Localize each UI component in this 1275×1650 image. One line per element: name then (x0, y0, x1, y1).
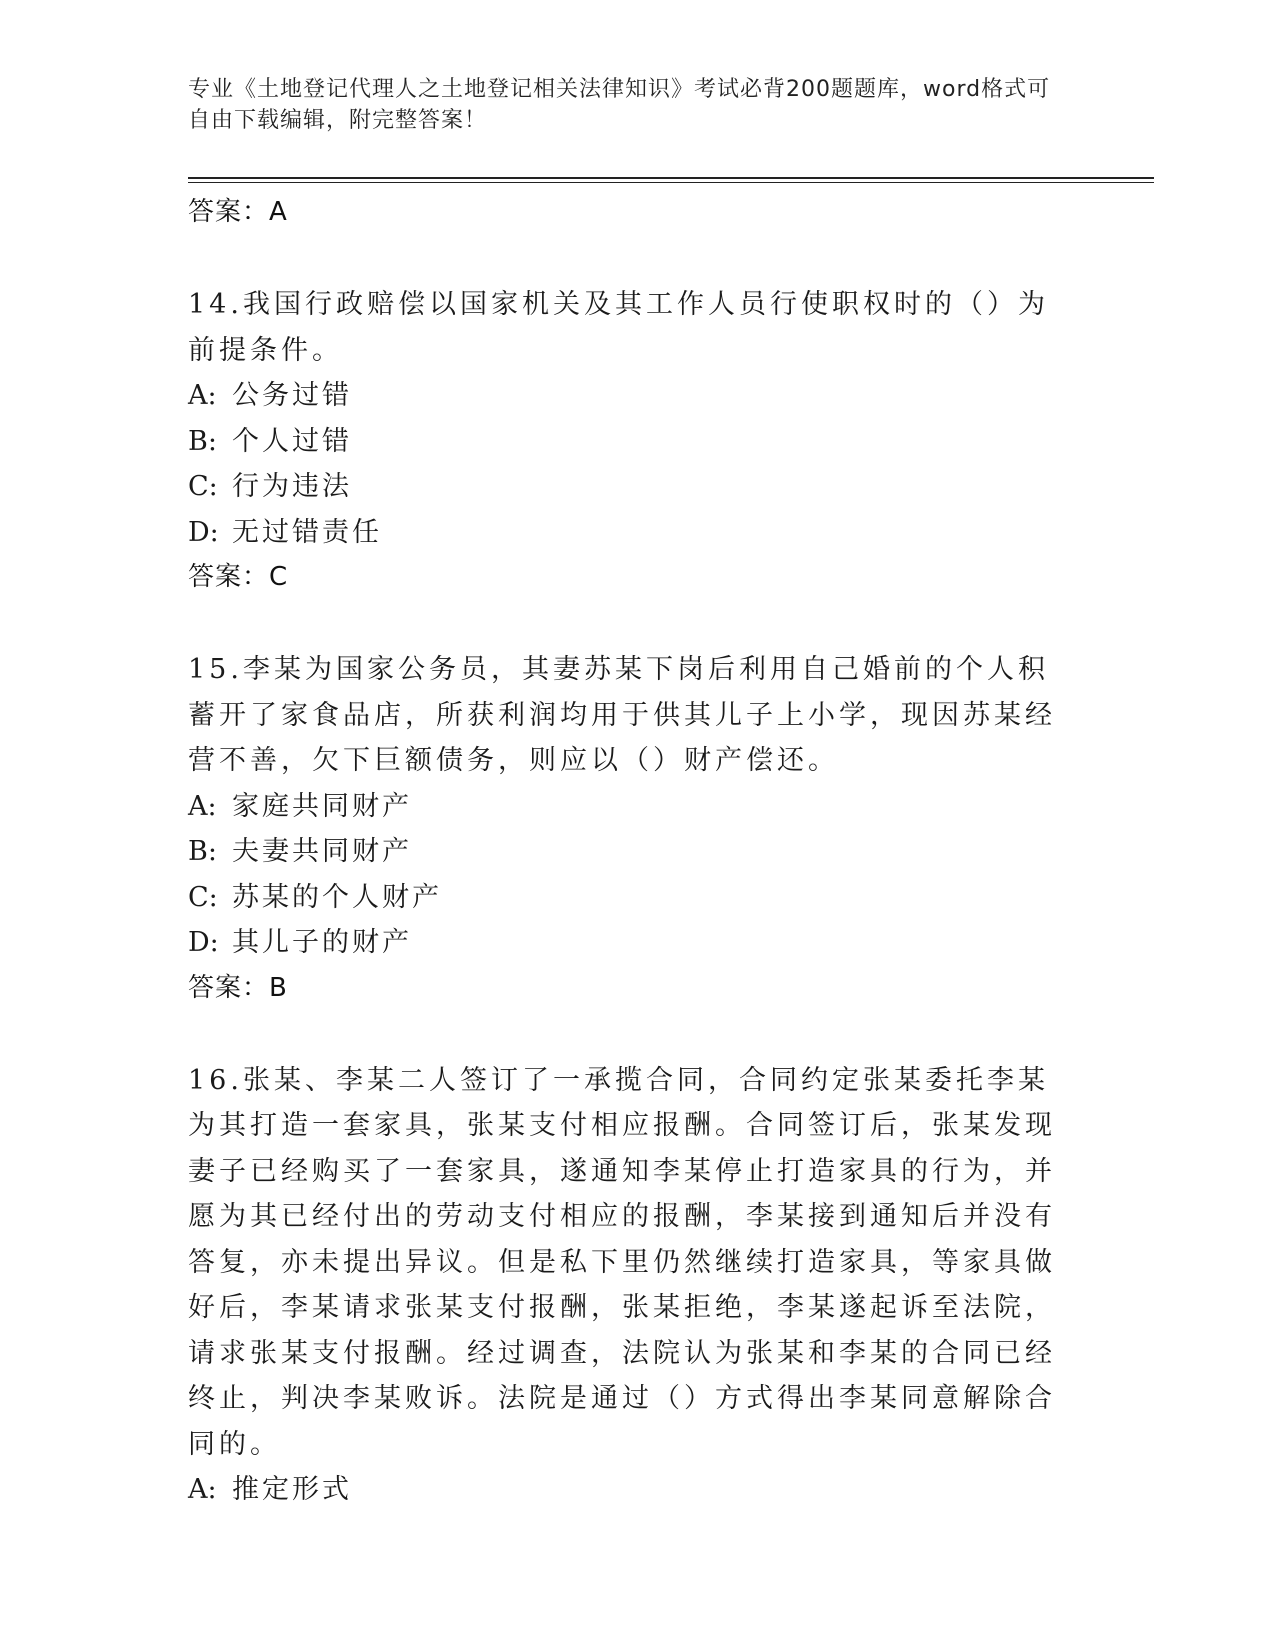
option-text: 推定形式 (232, 1474, 352, 1505)
option-text: 夫妻共同财产 (232, 836, 412, 867)
option-text: 个人过错 (232, 425, 352, 457)
option-text: 其儿子的财产 (232, 927, 412, 958)
question-16-option-a (188, 1467, 1078, 1513)
question-14 (188, 282, 1078, 599)
option-text: 无过错责任 (232, 516, 382, 548)
option-text: 家庭共同财产 (232, 790, 412, 822)
question-14-option-c (188, 464, 1078, 510)
document-body (188, 190, 1078, 1513)
question-15 (188, 647, 1078, 1010)
option-letter: A: (188, 790, 217, 822)
question-16 (188, 1058, 1078, 1513)
question-15-option-a (188, 784, 1078, 830)
option-letter: C: (188, 471, 218, 502)
header-divider-thick (188, 177, 1154, 179)
question-14-option-d (188, 510, 1078, 556)
option-letter: D: (188, 927, 219, 958)
question-15-answer: 答案：B (188, 972, 288, 1003)
document-header: 专业《土地登记代理人之土地登记相关法律知识》考试必背200题题库，word格式可自由下载编辑，附完整答案！ (188, 77, 1051, 133)
question-15-option-d (188, 920, 1078, 966)
option-text: 行为违法 (232, 471, 352, 502)
question-15-text: 15.李某为国家公务员，其妻苏某下岗后利用自己婚前的个人积蓄开了家食品店，所获利润均用于供其儿子上小学，现因苏某经营不善，欠下巨额债务，则应以（）财产偿还。 (188, 654, 1056, 776)
option-letter: B: (188, 836, 217, 867)
option-letter: A: (188, 1474, 217, 1505)
question-16-text: 16.张某、李某二人签订了一承揽合同，合同约定张某委托李某为其打造一套家具，张某支付相应报酬。合同签订后，张某发现妻子已经购买了一套家具，遂通知李某停止打造家具的行为，并愿为其已经付出的劳动支付相应的报酬，李某接到通知后并没有答复，亦未提出异议。但是私下里仍然继续打造家具，等家具做好后，李某请求张某支付报酬，张某拒绝，李某遂起诉至法院，请求张某支付报酬。经过调查，法院认为张某和李某的合同已经终止，判决李某败诉。法院是通过（）方式得出李某同意解除合同的。 (188, 1064, 1056, 1460)
option-letter: D: (188, 516, 219, 548)
header-divider-thin (188, 182, 1154, 183)
question-14-option-b (188, 419, 1078, 465)
option-letter: B: (188, 425, 217, 457)
question-14-option-a (188, 373, 1078, 419)
option-letter: A: (188, 380, 217, 411)
answer-previous: 答案：A (188, 197, 288, 227)
option-text: 苏某的个人财产 (232, 881, 442, 913)
option-text: 公务过错 (232, 380, 352, 411)
question-14-answer: 答案：C (188, 562, 289, 592)
option-letter: C: (188, 881, 218, 913)
question-14-text: 14.我国行政赔偿以国家机关及其工作人员行使职权时的（）为前提条件。 (188, 289, 1049, 366)
question-15-option-b (188, 829, 1078, 875)
question-15-option-c (188, 875, 1078, 921)
